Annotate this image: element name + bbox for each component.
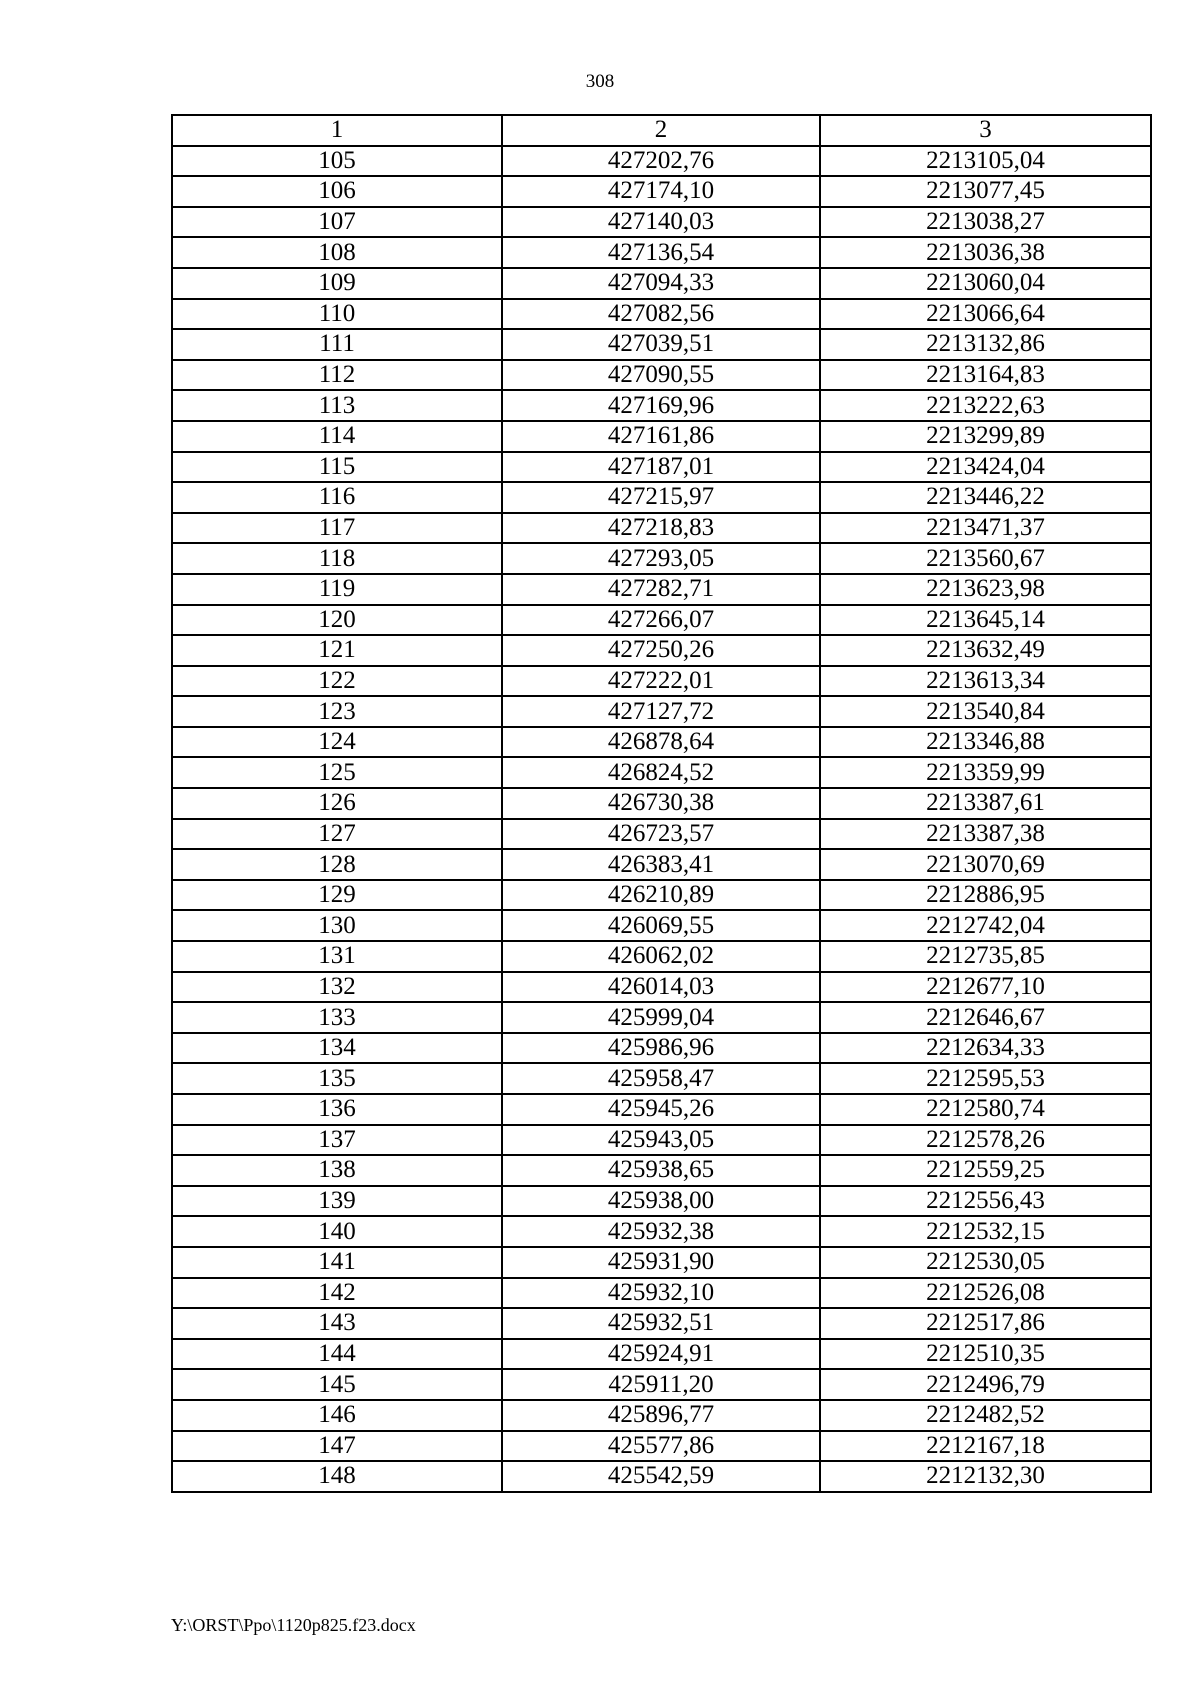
y-coordinate-cell: 2212634,33 xyxy=(820,1033,1151,1064)
table-row xyxy=(172,1278,1151,1309)
point-number-cell: 129 xyxy=(172,880,502,911)
y-coordinate-cell: 2213560,67 xyxy=(820,543,1151,574)
table-row xyxy=(172,1400,1151,1431)
table-row xyxy=(172,941,1151,972)
point-number-cell: 148 xyxy=(172,1461,502,1492)
table-row xyxy=(172,1431,1151,1462)
coordinates-table xyxy=(171,114,1152,1493)
point-number-cell: 121 xyxy=(172,635,502,666)
y-coordinate-cell: 2212167,18 xyxy=(820,1431,1151,1462)
point-number-cell: 123 xyxy=(172,696,502,727)
column-header: 3 xyxy=(820,115,1151,146)
y-coordinate-cell: 2213299,89 xyxy=(820,421,1151,452)
x-coordinate-cell: 426730,38 xyxy=(502,788,820,819)
y-coordinate-cell: 2213471,37 xyxy=(820,513,1151,544)
table-row xyxy=(172,1247,1151,1278)
x-coordinate-cell: 427250,26 xyxy=(502,635,820,666)
table-row xyxy=(172,452,1151,483)
point-number-cell: 115 xyxy=(172,452,502,483)
table-body xyxy=(172,146,1151,1492)
point-number-cell: 112 xyxy=(172,360,502,391)
point-number-cell: 142 xyxy=(172,1278,502,1309)
x-coordinate-cell: 427127,72 xyxy=(502,696,820,727)
y-coordinate-cell: 2212526,08 xyxy=(820,1278,1151,1309)
x-coordinate-cell: 425945,26 xyxy=(502,1094,820,1125)
y-coordinate-cell: 2213446,22 xyxy=(820,482,1151,513)
x-coordinate-cell: 425932,51 xyxy=(502,1308,820,1339)
y-coordinate-cell: 2212132,30 xyxy=(820,1461,1151,1492)
y-coordinate-cell: 2212530,05 xyxy=(820,1247,1151,1278)
point-number-cell: 118 xyxy=(172,543,502,574)
x-coordinate-cell: 425943,05 xyxy=(502,1125,820,1156)
x-coordinate-cell: 427082,56 xyxy=(502,299,820,330)
point-number-cell: 143 xyxy=(172,1308,502,1339)
x-coordinate-cell: 426878,64 xyxy=(502,727,820,758)
y-coordinate-cell: 2213424,04 xyxy=(820,452,1151,483)
y-coordinate-cell: 2212556,43 xyxy=(820,1186,1151,1217)
y-coordinate-cell: 2212646,67 xyxy=(820,1002,1151,1033)
y-coordinate-cell: 2212517,86 xyxy=(820,1308,1151,1339)
point-number-cell: 120 xyxy=(172,605,502,636)
x-coordinate-cell: 426383,41 xyxy=(502,849,820,880)
table-row xyxy=(172,757,1151,788)
x-coordinate-cell: 427039,51 xyxy=(502,329,820,360)
y-coordinate-cell: 2213164,83 xyxy=(820,360,1151,391)
table-row xyxy=(172,880,1151,911)
table-row xyxy=(172,237,1151,268)
point-number-cell: 109 xyxy=(172,268,502,299)
point-number-cell: 135 xyxy=(172,1063,502,1094)
table-row xyxy=(172,146,1151,177)
table-row xyxy=(172,176,1151,207)
table-row xyxy=(172,1216,1151,1247)
x-coordinate-cell: 425542,59 xyxy=(502,1461,820,1492)
x-coordinate-cell: 425938,65 xyxy=(502,1155,820,1186)
y-coordinate-cell: 2212496,79 xyxy=(820,1369,1151,1400)
y-coordinate-cell: 2213132,86 xyxy=(820,329,1151,360)
point-number-cell: 144 xyxy=(172,1339,502,1370)
point-number-cell: 146 xyxy=(172,1400,502,1431)
point-number-cell: 117 xyxy=(172,513,502,544)
y-coordinate-cell: 2213359,99 xyxy=(820,757,1151,788)
x-coordinate-cell: 426069,55 xyxy=(502,910,820,941)
y-coordinate-cell: 2212886,95 xyxy=(820,880,1151,911)
table-row xyxy=(172,1033,1151,1064)
point-number-cell: 138 xyxy=(172,1155,502,1186)
x-coordinate-cell: 426723,57 xyxy=(502,819,820,850)
point-number-cell: 131 xyxy=(172,941,502,972)
table-row xyxy=(172,1002,1151,1033)
point-number-cell: 122 xyxy=(172,666,502,697)
table-row xyxy=(172,513,1151,544)
x-coordinate-cell: 425931,90 xyxy=(502,1247,820,1278)
table-row xyxy=(172,1155,1151,1186)
point-number-cell: 113 xyxy=(172,390,502,421)
y-coordinate-cell: 2212735,85 xyxy=(820,941,1151,972)
y-coordinate-cell: 2213222,63 xyxy=(820,390,1151,421)
y-coordinate-cell: 2212532,15 xyxy=(820,1216,1151,1247)
point-number-cell: 105 xyxy=(172,146,502,177)
table-row xyxy=(172,329,1151,360)
y-coordinate-cell: 2213613,34 xyxy=(820,666,1151,697)
point-number-cell: 116 xyxy=(172,482,502,513)
page-number: 308 xyxy=(585,71,615,92)
point-number-cell: 130 xyxy=(172,910,502,941)
table-row xyxy=(172,788,1151,819)
table-row xyxy=(172,390,1151,421)
x-coordinate-cell: 425911,20 xyxy=(502,1369,820,1400)
point-number-cell: 134 xyxy=(172,1033,502,1064)
table-row xyxy=(172,574,1151,605)
point-number-cell: 110 xyxy=(172,299,502,330)
table-row xyxy=(172,421,1151,452)
x-coordinate-cell: 426824,52 xyxy=(502,757,820,788)
y-coordinate-cell: 2212578,26 xyxy=(820,1125,1151,1156)
point-number-cell: 111 xyxy=(172,329,502,360)
table-row xyxy=(172,1094,1151,1125)
x-coordinate-cell: 425577,86 xyxy=(502,1431,820,1462)
point-number-cell: 140 xyxy=(172,1216,502,1247)
x-coordinate-cell: 427282,71 xyxy=(502,574,820,605)
y-coordinate-cell: 2213387,38 xyxy=(820,819,1151,850)
y-coordinate-cell: 2213077,45 xyxy=(820,176,1151,207)
x-coordinate-cell: 425938,00 xyxy=(502,1186,820,1217)
x-coordinate-cell: 427174,10 xyxy=(502,176,820,207)
table-header-row xyxy=(172,115,1151,146)
table-row xyxy=(172,1339,1151,1370)
y-coordinate-cell: 2212510,35 xyxy=(820,1339,1151,1370)
y-coordinate-cell: 2212677,10 xyxy=(820,972,1151,1003)
y-coordinate-cell: 2213066,64 xyxy=(820,299,1151,330)
table-row xyxy=(172,1461,1151,1492)
point-number-cell: 128 xyxy=(172,849,502,880)
y-coordinate-cell: 2213060,04 xyxy=(820,268,1151,299)
point-number-cell: 108 xyxy=(172,237,502,268)
x-coordinate-cell: 427215,97 xyxy=(502,482,820,513)
y-coordinate-cell: 2212559,25 xyxy=(820,1155,1151,1186)
y-coordinate-cell: 2213540,84 xyxy=(820,696,1151,727)
y-coordinate-cell: 2213632,49 xyxy=(820,635,1151,666)
y-coordinate-cell: 2213387,61 xyxy=(820,788,1151,819)
table-row xyxy=(172,268,1151,299)
point-number-cell: 124 xyxy=(172,727,502,758)
y-coordinate-cell: 2212742,04 xyxy=(820,910,1151,941)
y-coordinate-cell: 2213645,14 xyxy=(820,605,1151,636)
point-number-cell: 119 xyxy=(172,574,502,605)
table-row xyxy=(172,819,1151,850)
table-row xyxy=(172,1125,1151,1156)
table-row xyxy=(172,1369,1151,1400)
point-number-cell: 107 xyxy=(172,207,502,238)
column-header: 2 xyxy=(502,115,820,146)
y-coordinate-cell: 2213038,27 xyxy=(820,207,1151,238)
x-coordinate-cell: 426014,03 xyxy=(502,972,820,1003)
x-coordinate-cell: 425999,04 xyxy=(502,1002,820,1033)
x-coordinate-cell: 425986,96 xyxy=(502,1033,820,1064)
x-coordinate-cell: 427161,86 xyxy=(502,421,820,452)
y-coordinate-cell: 2212580,74 xyxy=(820,1094,1151,1125)
y-coordinate-cell: 2212595,53 xyxy=(820,1063,1151,1094)
x-coordinate-cell: 426210,89 xyxy=(502,880,820,911)
table-row xyxy=(172,666,1151,697)
table-row xyxy=(172,482,1151,513)
footer-file-path: Y:\ORST\Ppo\1120p825.f23.docx xyxy=(171,1615,416,1635)
x-coordinate-cell: 427187,01 xyxy=(502,452,820,483)
x-coordinate-cell: 427094,33 xyxy=(502,268,820,299)
x-coordinate-cell: 427218,83 xyxy=(502,513,820,544)
table-row xyxy=(172,207,1151,238)
table-row xyxy=(172,696,1151,727)
x-coordinate-cell: 425958,47 xyxy=(502,1063,820,1094)
y-coordinate-cell: 2213036,38 xyxy=(820,237,1151,268)
point-number-cell: 133 xyxy=(172,1002,502,1033)
table-row xyxy=(172,635,1151,666)
table-row xyxy=(172,605,1151,636)
table-row xyxy=(172,849,1151,880)
x-coordinate-cell: 425932,38 xyxy=(502,1216,820,1247)
x-coordinate-cell: 427136,54 xyxy=(502,237,820,268)
x-coordinate-cell: 425924,91 xyxy=(502,1339,820,1370)
y-coordinate-cell: 2213346,88 xyxy=(820,727,1151,758)
x-coordinate-cell: 427169,96 xyxy=(502,390,820,421)
x-coordinate-cell: 427140,03 xyxy=(502,207,820,238)
point-number-cell: 145 xyxy=(172,1369,502,1400)
table-row xyxy=(172,1063,1151,1094)
x-coordinate-cell: 425896,77 xyxy=(502,1400,820,1431)
table-row xyxy=(172,543,1151,574)
column-header: 1 xyxy=(172,115,502,146)
point-number-cell: 127 xyxy=(172,819,502,850)
y-coordinate-cell: 2212482,52 xyxy=(820,1400,1151,1431)
table-row xyxy=(172,1186,1151,1217)
point-number-cell: 139 xyxy=(172,1186,502,1217)
point-number-cell: 114 xyxy=(172,421,502,452)
point-number-cell: 137 xyxy=(172,1125,502,1156)
x-coordinate-cell: 427222,01 xyxy=(502,666,820,697)
x-coordinate-cell: 427090,55 xyxy=(502,360,820,391)
y-coordinate-cell: 2213105,04 xyxy=(820,146,1151,177)
point-number-cell: 125 xyxy=(172,757,502,788)
y-coordinate-cell: 2213070,69 xyxy=(820,849,1151,880)
table-row xyxy=(172,910,1151,941)
x-coordinate-cell: 427293,05 xyxy=(502,543,820,574)
x-coordinate-cell: 427266,07 xyxy=(502,605,820,636)
table-row xyxy=(172,299,1151,330)
point-number-cell: 141 xyxy=(172,1247,502,1278)
table-row xyxy=(172,1308,1151,1339)
point-number-cell: 136 xyxy=(172,1094,502,1125)
point-number-cell: 147 xyxy=(172,1431,502,1462)
table-row xyxy=(172,360,1151,391)
y-coordinate-cell: 2213623,98 xyxy=(820,574,1151,605)
point-number-cell: 126 xyxy=(172,788,502,819)
point-number-cell: 132 xyxy=(172,972,502,1003)
x-coordinate-cell: 427202,76 xyxy=(502,146,820,177)
table-row xyxy=(172,972,1151,1003)
point-number-cell: 106 xyxy=(172,176,502,207)
x-coordinate-cell: 426062,02 xyxy=(502,941,820,972)
x-coordinate-cell: 425932,10 xyxy=(502,1278,820,1309)
table-row xyxy=(172,727,1151,758)
